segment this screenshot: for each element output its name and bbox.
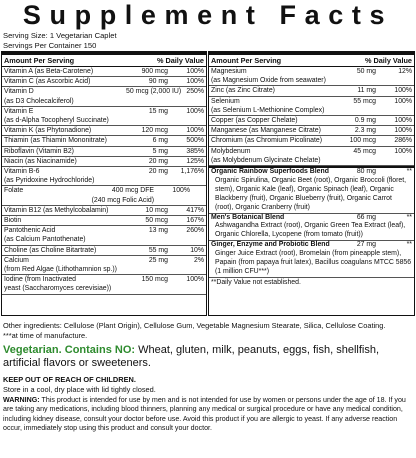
serving-size: Serving Size: 1 Vegetarian Caplet	[3, 31, 117, 40]
nutrient-name: Copper (as Copper Chelate)	[211, 117, 298, 125]
warning-section	[3, 396, 415, 433]
nutrient-name: Manganese (as Manganese Citrate)	[211, 127, 321, 135]
nutrient-row	[2, 167, 206, 186]
left-nutrient-panel	[1, 51, 207, 316]
nutrient-amount-cell	[334, 136, 376, 145]
nutrient-amount-cell	[126, 246, 168, 255]
warning-text: This product is intended for use by men and is not intended for use by women or persons under the age of 18. If you are taking any medications, including blood thinners, planning any medical or surgical procedure or have any medical condition, including kidney disease, consult your doctor before use. Avoid this product if you are allergic to yeast. If any adverse reaction occur, immediately stop using this product and consult your doctor.	[3, 396, 406, 432]
nutrient-name-cell	[4, 186, 76, 204]
nutrient-name-cell	[4, 275, 126, 293]
nutrient-amount: 0.9 mg	[354, 117, 376, 125]
nutrient-row	[2, 147, 206, 157]
nutrient-row	[209, 126, 414, 136]
nutrient-source: (from Red Algae (Lithothamnion sp.))	[4, 266, 117, 274]
nutrient-source: (as Magnesium Oxide from seawater)	[211, 77, 326, 85]
nutrient-row	[209, 67, 414, 86]
nutrient-name-cell	[211, 147, 334, 165]
nutrient-source: (as D3 Cholecalciferol)	[4, 97, 74, 105]
blend-daily-value: **	[406, 213, 412, 221]
nutrient-row	[2, 87, 206, 106]
nutrient-amount-cell	[126, 126, 168, 135]
nutrient-name-cell	[4, 126, 126, 135]
nutrient-amount-cell	[334, 147, 376, 165]
nutrient-daily-value: 125%	[186, 157, 204, 165]
nutrient-daily-value: 100%	[394, 97, 412, 105]
nutrient-row	[2, 107, 206, 126]
blend-ingredients: Organic Spirulina, Organic Beet (root), Organic Broccoli (floret, stem), Organic Kale (leaf), Organic Spinach (leaf), Organic Blackberry (fruit), Organic Blueberry (fruit), Organic Carrot (root), Organic Cranberry (fruit)	[215, 176, 407, 211]
blend-header	[211, 214, 412, 223]
nutrient-daily-value: 1,176%	[180, 168, 204, 176]
nutrient-daily-value: 10%	[190, 246, 204, 254]
nutrient-daily-value: 100%	[394, 117, 412, 125]
nutrient-name-cell	[4, 216, 126, 225]
nutrient-name-cell	[211, 86, 334, 95]
nutrient-amount: 5 mg	[152, 147, 168, 155]
nutrient-daily-value: 167%	[186, 217, 204, 225]
blend-daily-value: **	[406, 241, 412, 249]
nutrient-amount-cell	[126, 216, 168, 225]
nutrient-amount-cell	[334, 86, 376, 95]
nutrient-name: Vitamin B12 (as Methylcobalamin)	[4, 206, 109, 214]
nutrient-row	[209, 147, 414, 166]
nutrient-row	[2, 77, 206, 87]
nutrient-amount: 90 mg	[148, 78, 168, 86]
nutrient-daily-value: 260%	[186, 227, 204, 235]
nutrient-amount: 13 mg	[148, 227, 168, 235]
nutrient-amount-cell	[126, 206, 168, 215]
servings-per-container: Servings Per Container 150	[3, 40, 97, 50]
nutrient-name: Vitamin D	[4, 88, 34, 96]
nutrient-amount-cell	[126, 107, 168, 125]
nutrient-amount-cell	[126, 136, 168, 145]
nutrient-name-cell	[211, 97, 334, 115]
nutrient-daily-value: 417%	[186, 206, 204, 214]
nutrient-name-cell	[4, 226, 126, 244]
nutrient-name-cell	[4, 67, 126, 76]
nutrient-name-cell	[4, 77, 126, 86]
nutrient-amount-cell	[126, 256, 168, 274]
nutrient-amount: 50 mg	[356, 68, 376, 75]
blend-ingredients: Ginger Juice Extract (root), Bromelain (from pineapple stem), Papain (from papaya fruit latex), Bacillus coagulans MTCC 5856 (1 million CFU***)	[215, 250, 412, 275]
blend-name: Men's Botanical Blend	[211, 213, 285, 221]
nutrient-amount-cell	[334, 126, 376, 135]
nutrient-amount-cell	[126, 275, 168, 293]
nutrient-row	[209, 97, 414, 116]
blend-daily-value: **	[406, 168, 412, 176]
nutrient-amount: 50 mcg (2,000 IU)	[126, 88, 182, 96]
nutrient-amount: 25 mg	[148, 256, 168, 264]
nutrient-amount: 55 mcg	[353, 97, 376, 105]
nutrient-amount-cell	[126, 77, 168, 86]
nutrient-row	[2, 206, 206, 216]
nutrient-amount-cell	[126, 147, 168, 156]
amount-per-serving-heading: Amount Per Serving	[211, 56, 282, 65]
other-ingredients-text: Other ingredients: Cellulose (Plant Origin), Cellulose Gum, Vegetable Magnesium Stearate, Silica, Cellulose Coating.	[3, 321, 386, 330]
nutrient-name: Vitamin K (as Phytonadione)	[4, 127, 92, 135]
storage-info	[3, 375, 415, 394]
vegetarian-label: Vegetarian.	[3, 344, 62, 356]
daily-value-heading: % Daily Value	[364, 56, 412, 65]
nutrient-row	[2, 216, 206, 226]
nutrient-daily-value: 100%	[172, 187, 190, 195]
left-nutrient-list	[2, 67, 206, 295]
nutrient-amount: 50 mcg	[145, 217, 168, 225]
nutrient-name: Zinc (as Zinc Citrate)	[211, 87, 275, 95]
blend-block	[209, 214, 414, 242]
nutrient-amount-cell	[76, 186, 154, 204]
manufacture-note: ***at time of manufacture.	[3, 330, 88, 340]
nutrient-amount-cell	[334, 67, 376, 85]
nutrient-daily-value: 500%	[186, 137, 204, 145]
amount-per-serving-heading: Amount Per Serving	[4, 56, 75, 65]
nutrient-amount: 11 mg	[357, 87, 376, 95]
nutrient-daily-value: 100%	[394, 127, 412, 135]
nutrient-name: Iodine (from Inactivated	[4, 276, 77, 284]
nutrient-amount-cell	[126, 87, 182, 105]
nutrient-row	[2, 186, 206, 205]
nutrient-source: yeast (Saccharomyces cerevisiae))	[4, 285, 112, 293]
label-title: Supplement Facts	[22, 0, 394, 30]
blend-header	[211, 241, 412, 250]
nutrient-amount: 15 mg	[148, 107, 168, 115]
nutrient-name: Thiamin (as Thiamin Mononitrate)	[4, 137, 107, 145]
nutrient-name-cell	[4, 167, 126, 185]
keep-out-of-reach: KEEP OUT OF REACH OF CHILDREN.	[3, 375, 136, 384]
nutrient-name: Vitamin C (as Ascorbic Acid)	[4, 78, 91, 86]
nutrient-daily-value: 100%	[394, 87, 412, 95]
nutrient-source: (as d-Alpha Tocopheryl Succinate)	[4, 117, 109, 125]
nutrient-row	[2, 275, 206, 294]
nutrient-amount: 400 mcg DFE	[111, 187, 154, 195]
nutrient-amount: 900 mcg	[141, 68, 168, 75]
nutrient-amount: 6 mg	[152, 137, 168, 145]
nutrient-name-cell	[4, 87, 126, 105]
nutrient-amount: 20 mg	[148, 168, 168, 176]
nutrient-amount-cell	[334, 116, 376, 125]
nutrient-amount: 2.3 mg	[354, 127, 376, 135]
nutrient-amount: 45 mcg	[353, 147, 376, 155]
nutrient-name: Magnesium	[211, 68, 247, 75]
nutrient-name: Calcium	[4, 256, 29, 264]
nutrient-source: (as Pyridoxine Hydrochloride)	[4, 177, 95, 185]
nutrient-source: (as Selenium L-Methionine Complex)	[211, 106, 325, 114]
nutrient-row	[2, 136, 206, 146]
nutrient-daily-value: 12%	[398, 68, 412, 75]
other-ingredients	[3, 321, 415, 340]
blend-name: Organic Rainbow Superfoods Blend	[211, 168, 329, 176]
nutrient-amount: 10 mcg	[145, 206, 168, 214]
nutrient-name-cell	[4, 157, 126, 166]
nutrient-daily-value: 100%	[186, 127, 204, 135]
right-nutrient-list	[209, 67, 414, 166]
left-panel-header	[2, 55, 206, 67]
nutrient-name-cell	[4, 147, 126, 156]
nutrient-name-cell	[4, 136, 126, 145]
nutrient-amount: 55 mg	[148, 246, 168, 254]
blend-header	[211, 168, 412, 177]
nutrient-name-cell	[4, 206, 126, 215]
nutrient-source: (as Calcium Pantothenate)	[4, 236, 86, 244]
blend-block	[209, 241, 414, 278]
nutrient-daily-value: 100%	[186, 276, 204, 284]
allergen-free-list: Wheat, gluten, milk, peanuts, eggs, fish, shellfish, artificial flavors or sweeteners.	[3, 344, 380, 369]
nutrient-name: Niacin (as Niacinamide)	[4, 157, 77, 165]
nutrient-name: Vitamin B-6	[4, 168, 40, 176]
nutrient-name: Folate	[4, 187, 24, 195]
nutrient-amount-cell	[126, 157, 168, 166]
nutrient-daily-value: 100%	[394, 147, 412, 155]
nutrient-amount: 120 mcg	[141, 127, 168, 135]
nutrient-amount-cell	[334, 97, 376, 115]
nutrient-name-cell	[211, 116, 334, 125]
daily-value-footnote: **Daily Value not established.	[211, 278, 301, 286]
storage-instructions: Store in a cool, dry place with lid tightly closed.	[3, 384, 156, 394]
nutrient-daily-value: 100%	[186, 107, 204, 115]
nutrient-name: Choline (as Choline Bitartrate)	[4, 246, 97, 254]
nutrient-amount-cell	[126, 226, 168, 244]
nutrient-row	[2, 126, 206, 136]
nutrient-amount: 150 mcg	[141, 276, 168, 284]
right-nutrient-panel	[208, 51, 415, 316]
nutrient-row	[209, 116, 414, 126]
nutrient-amount-cell	[126, 167, 168, 185]
contains-no-label: Contains NO:	[64, 344, 136, 356]
nutrient-name-cell	[4, 256, 126, 274]
nutrient-name: Biotin	[4, 217, 22, 225]
nutrient-row	[2, 226, 206, 245]
nutrient-row	[2, 246, 206, 256]
nutrient-name-cell	[211, 126, 334, 135]
blend-name: Ginger, Enzyme and Probiotic Blend	[211, 241, 330, 249]
nutrient-name: Selenium	[211, 97, 240, 105]
nutrient-amount-cell	[126, 67, 168, 76]
nutrient-daily-value: 385%	[186, 147, 204, 155]
nutrient-row	[2, 157, 206, 167]
nutrient-name: Riboflavin (Vitamin B2)	[4, 147, 74, 155]
nutrient-daily-value: 286%	[394, 137, 412, 145]
nutrient-name-cell	[211, 67, 334, 85]
nutrient-row	[2, 256, 206, 275]
vegetarian-statement	[3, 344, 415, 370]
nutrient-daily-value: 250%	[186, 88, 204, 96]
daily-value-heading: % Daily Value	[156, 56, 204, 65]
blend-list	[209, 168, 414, 278]
nutrient-name-cell	[4, 246, 126, 255]
nutrient-source: (as Molybdenum Glycinate Chelate)	[211, 156, 321, 164]
nutrient-daily-value: 2%	[194, 256, 204, 264]
nutrient-daily-value: 100%	[186, 78, 204, 86]
blend-amount: 80 mg	[356, 168, 376, 176]
nutrient-amount: 100 mcg	[349, 137, 376, 145]
nutrient-name-cell	[4, 107, 126, 125]
nutrient-row	[209, 136, 414, 146]
warning-label: WARNING:	[3, 396, 40, 404]
blend-amount: 66 mg	[356, 213, 376, 221]
blend-amount: 27 mg	[356, 241, 376, 249]
right-panel-header	[209, 55, 414, 67]
nutrient-name: Pantothenic Acid	[4, 227, 56, 235]
nutrient-name-cell	[211, 136, 334, 145]
nutrient-row	[209, 86, 414, 96]
nutrient-name: Molybdenum	[211, 147, 251, 155]
nutrient-name: Vitamin A (as Beta-Carotene)	[4, 68, 94, 75]
nutrient-name: Chromium (as Chromium Picolinate)	[211, 137, 323, 145]
blend-block	[209, 168, 414, 214]
nutrient-amount-detail: (240 mcg Folic Acid)	[91, 196, 154, 204]
nutrient-name: Vitamin E	[4, 107, 34, 115]
nutrient-daily-value: 100%	[186, 68, 204, 75]
blend-ingredients: Ashwagandha Extract (root), Organic Green Tea Extract (leaf), Organic Chlorella, Lycopene (from tomato (fruit))	[215, 222, 406, 239]
nutrient-row	[2, 67, 206, 77]
nutrient-amount: 20 mg	[148, 157, 168, 165]
serving-info	[3, 31, 117, 51]
